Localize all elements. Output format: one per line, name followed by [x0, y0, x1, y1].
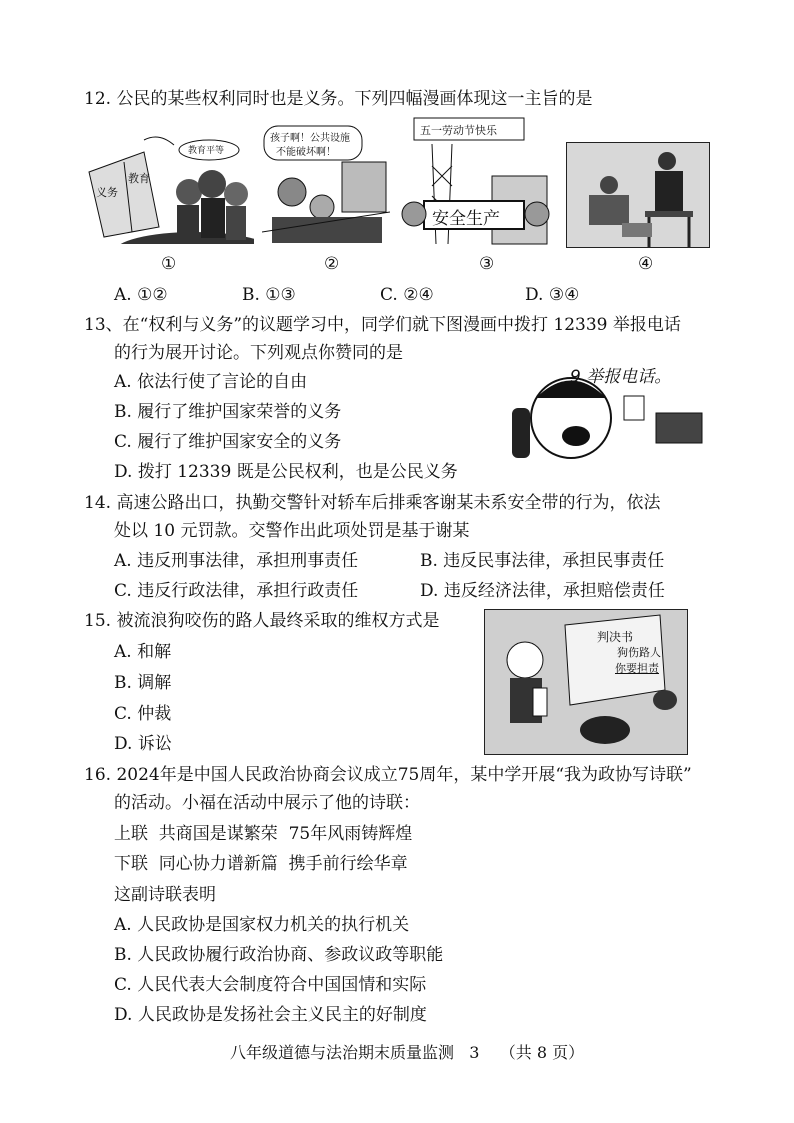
q13-option-c[interactable]: C. 履行了维护国家安全的义务 [114, 432, 342, 452]
cartoon-3-number: ③ [479, 254, 495, 274]
q15-cartoon [484, 609, 688, 755]
q12-stem: 12. 公民的某些权利同时也是义务。下列四幅漫画体现这一主旨的是 [84, 89, 593, 109]
q13-option-a[interactable]: A. 依法行使了言论的自由 [114, 372, 308, 392]
q13-cartoon-text: 9 举报电话。 [570, 367, 672, 387]
cartoon-3 [392, 116, 552, 246]
q14-option-b[interactable]: B. 违反民事法律，承担民事责任 [420, 551, 665, 571]
cartoon-1 [84, 132, 254, 244]
q14-stem-line1: 14. 高速公路出口，执勤交警针对轿车后排乘客谢某未系安全带的行为，依法 [84, 493, 661, 513]
cartoon-2-text-2: 不能破坏啊！ [276, 147, 336, 158]
q12-option-a[interactable]: A. ①② [114, 285, 168, 305]
q16-option-d[interactable]: D. 人民政协是发扬社会主义民主的好制度 [114, 1005, 427, 1025]
cartoon-1-number: ① [161, 254, 177, 274]
cartoon-1-text-jiaoyu: 教育 [128, 172, 150, 185]
q15-stem: 15. 被流浪狗咬伤的路人最终采取的维权方式是 [84, 611, 440, 631]
q15-cartoon-text-2: 狗伤路人 [617, 646, 661, 659]
q13-option-b[interactable]: B. 履行了维护国家荣誉的义务 [114, 402, 342, 422]
cartoon-1-bubble: 教育平等 [188, 146, 225, 156]
q15-cartoon-text-3: 你要担责 [615, 662, 659, 675]
q16-couplet-upper: 上联 共商国是谋繁荣 75年风雨铸辉煌 [114, 824, 413, 844]
cartoon-2-number: ② [324, 254, 340, 274]
cartoon-3-banner-text: 五一劳动节快乐 [420, 124, 497, 137]
cartoon-1-text-yiwu: 义务 [96, 186, 118, 199]
q16-couplet-lower: 下联 同心协力谱新篇 携手前行绘华章 [114, 854, 408, 874]
q15-option-d[interactable]: D. 诉讼 [114, 734, 172, 754]
q13-stem-line2: 的行为展开讨论。下列观点你赞同的是 [114, 343, 403, 363]
cartoon-2 [262, 122, 390, 246]
q15-cartoon-drawing [485, 610, 687, 754]
q16-option-b[interactable]: B. 人民政协履行政治协商、参政议政等职能 [114, 945, 444, 965]
q16-stem-line2: 的活动。小福在活动中展示了他的诗联： [114, 793, 420, 813]
cartoon-4-number: ④ [638, 254, 654, 274]
q12-option-d[interactable]: D. ③④ [525, 285, 580, 305]
q13-cartoon [506, 358, 706, 468]
q14-option-a[interactable]: A. 违反刑事法律，承担刑事责任 [114, 551, 359, 571]
q15-option-c[interactable]: C. 仲裁 [114, 704, 172, 724]
q15-option-a[interactable]: A. 和解 [114, 642, 172, 662]
q16-lead: 这副诗联表明 [114, 885, 216, 905]
q13-option-d[interactable]: D. 拨打 12339 既是公民权利，也是公民义务 [114, 462, 458, 482]
page-footer: 八年级道德与法治期末质量监测 3 （共 8 页） [230, 1043, 585, 1062]
cartoon-4-drawing [567, 143, 709, 247]
q14-option-d[interactable]: D. 违反经济法律，承担赔偿责任 [420, 581, 665, 601]
q16-option-c[interactable]: C. 人民代表大会制度符合中国国情和实际 [114, 975, 427, 995]
q15-option-b[interactable]: B. 调解 [114, 673, 172, 693]
q14-stem-line2: 处以 10 元罚款。交警作出此项处罚是基于谢某 [114, 521, 470, 541]
cartoon-3-sign-text: 安全生产 [432, 209, 500, 229]
cartoon-4 [566, 142, 710, 248]
cartoon-2-text-1: 孩子啊！公共设施 [270, 133, 350, 144]
q12-option-b[interactable]: B. ①③ [242, 285, 296, 305]
q16-option-a[interactable]: A. 人民政协是国家权力机关的执行机关 [114, 915, 410, 935]
q15-cartoon-title: 判决书 [597, 630, 634, 644]
q13-stem-line1: 13、在“权利与义务”的议题学习中，同学们就下图漫画中拨打 12339 举报电话 [84, 315, 681, 335]
q16-stem-line1: 16. 2024年是中国人民政治协商会议成立75周年，某中学开展“我为政协写诗联” [84, 765, 692, 785]
q14-option-c[interactable]: C. 违反行政法律，承担行政责任 [114, 581, 359, 601]
q12-option-c[interactable]: C. ②④ [380, 285, 434, 305]
